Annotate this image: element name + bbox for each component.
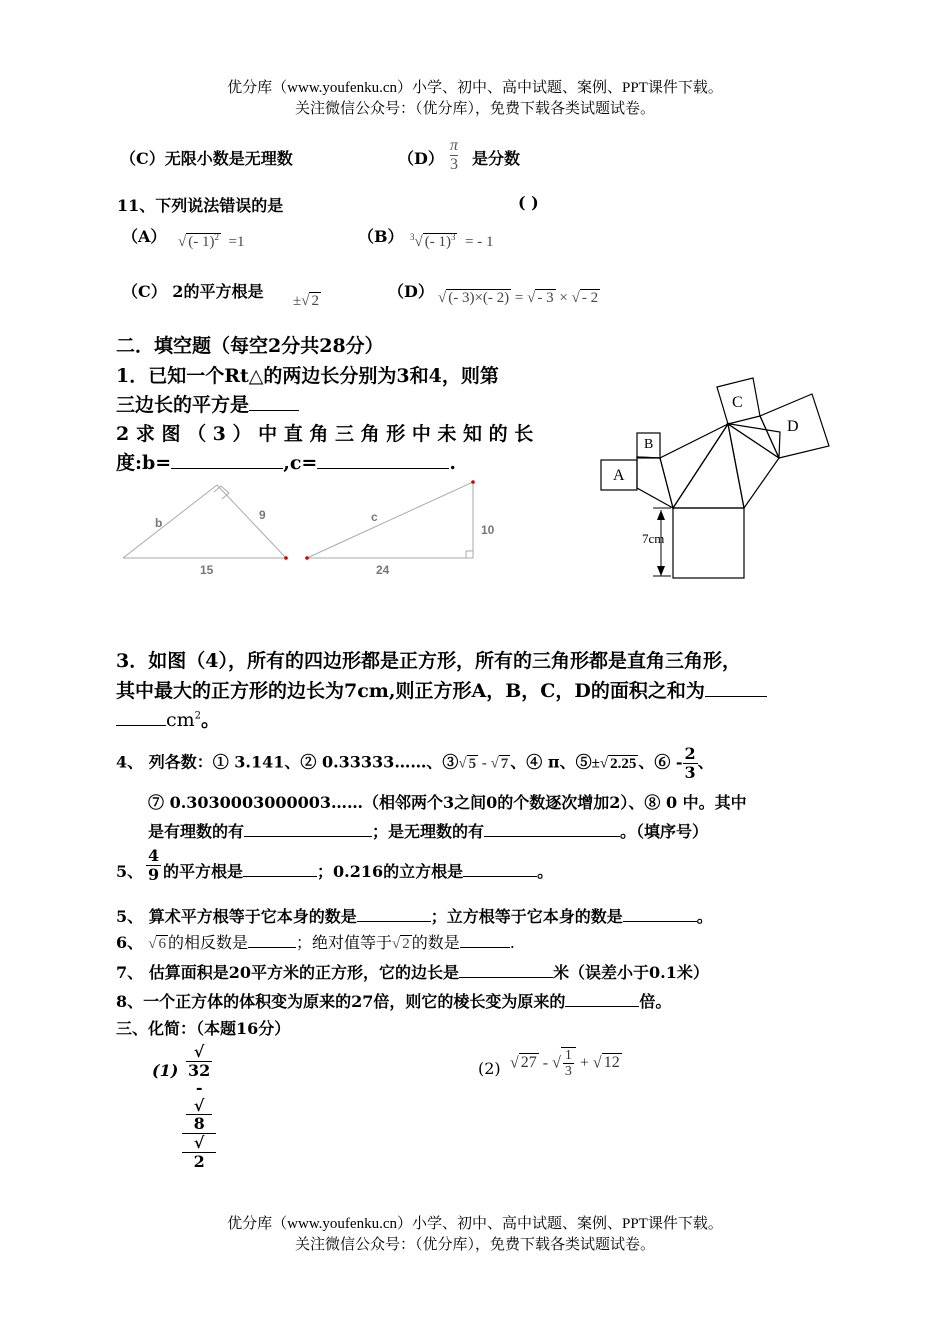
q3-line2: 其中最大的正方形的边长为7cm,则正方形A，B，C，D的面积之和为 <box>116 676 767 703</box>
p2-expression: √ 27 - √ $\frac{1}{3}$ + √ 12 <box>510 1048 620 1080</box>
q4-line3: 是有理数的有 ；是无理数的有 。（填序号） <box>148 822 709 841</box>
q4-line2: ⑦ 0.3030003000003……（相邻两个3之间0的个数逐次增加2）、⑧ 0 中。其中 <box>148 793 747 812</box>
footer-line-2: 关注微信公众号：（优分库），免费下载各类试题试卷。 <box>294 1237 655 1253</box>
triangle-2 <box>307 482 473 558</box>
triangle-1-point <box>284 556 288 560</box>
q11-b-expr: $^3$√ (- 1)$^3$ = - 1 <box>410 232 494 250</box>
q11-d-expr: √ (- 3)×(- 2) = √ - 3 × √ - 2 <box>438 290 599 306</box>
q1-line1: 1．已知一个Rt△的两边长分别为3和4，则第 <box>116 365 499 387</box>
q2-c-blank[interactable] <box>317 449 449 469</box>
q5b-blank-1[interactable] <box>357 905 431 922</box>
q10-d-den: 3 <box>450 155 458 173</box>
label-B: B <box>644 437 654 452</box>
largest-square <box>673 508 744 578</box>
footer-line-1: 优分库（www.youfenku.cn）小学、初中、高中试题、案例、PPT课件下载。 <box>227 1216 723 1232</box>
right-triangle <box>728 424 779 508</box>
q8-blank[interactable] <box>565 990 639 1007</box>
q6-blank-2[interactable] <box>460 931 510 948</box>
q5a-text: 的平方根是 ；0.216的立方根是 。 <box>163 862 554 881</box>
q5a-fraction: $\frac{4}{9}$ <box>148 846 160 884</box>
q6-blank-1[interactable] <box>248 931 296 948</box>
q10-option-d-text: 是分数 <box>472 149 521 168</box>
q7-text: 7、 估算面积是20平方米的正方形，它的边长是 米（误差小于0.1米） <box>116 963 709 982</box>
q4-rational-blank[interactable] <box>244 820 372 837</box>
main-triangle <box>673 424 744 508</box>
triangle-2-point-a <box>305 556 309 560</box>
q11-c-label: （C） 2的平方根是 <box>122 282 264 301</box>
q3-blank-b[interactable] <box>116 706 166 726</box>
label-A: A <box>613 467 625 484</box>
q5a-label: 5、 <box>116 862 144 881</box>
q4-line1: 4、 列各数：① 3.141、② 0.33333……、③√ 5 - √ 7 、④ π、⑤±√ 2.25 、⑥ - $\frac{2}{3}$ 、 <box>116 744 714 782</box>
q8-text: 8、一个正方体的体积变为原来的27倍，则它的棱长变为原来的 倍。 <box>116 992 672 1011</box>
q6-text: 6、 √ 6 的相反数是 ；绝对值等于√ 2 的数是 . <box>116 933 515 952</box>
figure-3-triangles <box>115 475 495 585</box>
label-24: 24 <box>376 563 390 577</box>
q11-d-label: （D） <box>388 282 434 301</box>
arrow-down <box>657 566 665 576</box>
p2-label: (2) <box>478 1059 501 1078</box>
triangle-2-point-b <box>471 480 475 484</box>
q2-b-blank[interactable] <box>171 449 283 469</box>
p1-label: (1) <box>152 1061 179 1080</box>
p1-expression: √ 32 - √ 8 √ 2 <box>182 1043 216 1170</box>
q10-option-c: （C）无限小数是无理数 <box>120 149 293 168</box>
q10-option-d-label: （D） <box>398 149 444 168</box>
q10-option-d-fraction <box>450 137 458 173</box>
q5b-text: 5、 算术平方根等于它本身的数是 ；立方根等于它本身的数是 。 <box>116 907 713 926</box>
q11-b-label: （B） <box>358 227 404 246</box>
left-square-base <box>637 457 673 508</box>
q11-a-label: （A） <box>122 227 167 246</box>
triangle-1-right-angle <box>214 486 229 499</box>
header-line-1: 优分库（www.youfenku.cn）小学、初中、高中试题、案例、PPT课件下载。 <box>227 80 723 96</box>
header-line-2: 关注微信公众号：（优分库），免费下载各类试题试卷。 <box>294 101 655 117</box>
label-15: 15 <box>200 563 214 577</box>
q11-a-expr: √ (- 1)$^2$ =1 <box>178 232 245 250</box>
section2-title: 二．填空题（每空2分共28分） <box>116 335 384 357</box>
q5a-blank-1[interactable] <box>243 860 317 877</box>
q3-line1: 3．如图（4），所有的四边形都是正方形，所有的三角形都是直角三角形， <box>116 650 741 672</box>
q3-blank-a[interactable] <box>705 677 767 697</box>
q1-line2: 三边长的平方是 <box>116 390 299 417</box>
q4-irrational-blank[interactable] <box>484 820 620 837</box>
q2-line2: 度:b= ,c= . <box>116 448 456 475</box>
label-b: b <box>155 516 163 530</box>
label-10: 10 <box>481 523 495 537</box>
q10-d-num: π <box>450 137 459 154</box>
label-7cm: 7cm <box>642 531 665 546</box>
q2-line1: 2 求 图 （ 3 ） 中 直 角 三 角 形 中 未 知 的 长 <box>116 423 534 445</box>
q11-paren: ( ) <box>518 193 539 212</box>
q5b-blank-2[interactable] <box>623 905 697 922</box>
label-C: C <box>732 394 743 411</box>
q11-c-expr: ±√ 2 <box>293 293 319 309</box>
q7-blank[interactable] <box>459 961 553 978</box>
triangle-2-right-angle <box>466 551 473 558</box>
figure-4-squares <box>595 376 840 581</box>
label-9: 9 <box>259 508 266 522</box>
label-D: D <box>787 418 799 435</box>
q3-line3: $cm^2$。 <box>116 705 220 732</box>
q5a-blank-2[interactable] <box>463 860 537 877</box>
q11-stem: 11、下列说法错误的是 <box>117 196 284 215</box>
arrow-up <box>657 510 665 520</box>
label-c: c <box>371 510 378 524</box>
right-lower-triangle <box>728 424 780 458</box>
q1-answer-blank[interactable] <box>249 391 299 411</box>
section3-title: 三、化简：（本题16分） <box>116 1019 291 1038</box>
